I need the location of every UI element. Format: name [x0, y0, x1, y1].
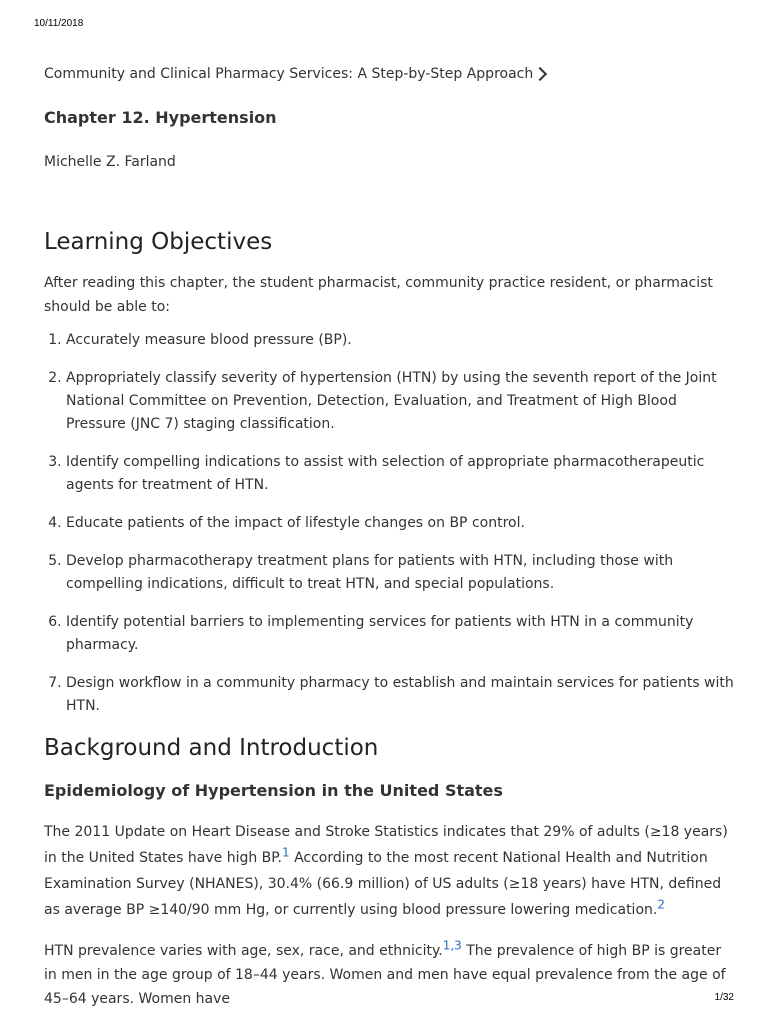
- list-item: 3. Identify compelling indications to assist with selection of appropriate pharmacotherapeutic agents for treatment of HTN.: [66, 451, 734, 497]
- list-item: 4. Educate patients of the impact of lifestyle changes on BP control.: [66, 512, 734, 535]
- paragraph-text: The prevalence of high BP is greater in men in the age group of 18–44 years. Women and men have equal prevalence from the age of 45–64 years. Women have: [44, 943, 726, 1007]
- reference-link-1-3[interactable]: 1,3: [442, 938, 462, 953]
- author-name: Michelle Z. Farland: [44, 154, 176, 170]
- list-item: 2. Appropriately classify severity of hypertension (HTN) by using the seventh report of the Joint National Committee on Prevention, Detection, Evaluation, and Treatment of High Blood Pressure (JNC 7) staging classification.: [66, 367, 734, 436]
- epidemiology-subheading: Epidemiology of Hypertension in the United States: [44, 781, 503, 800]
- document-content: [44, 62, 734, 1011]
- list-item: 6. Identify potential barriers to implementing services for patients with HTN in a community pharmacy.: [66, 611, 734, 657]
- paragraph-text: According to the most recent National Health and Nutrition Examination Survey (NHANES), 30.4% (66.9 million) of US adults (≥18 years) have HTN, defined as average BP ≥140/90 mm Hg, or currently using blood pressure lowering medication.: [44, 850, 722, 918]
- chapter-title: Chapter 12. Hypertension: [44, 108, 277, 127]
- reference-link-2[interactable]: 2: [657, 897, 665, 912]
- list-item: 5. Develop pharmacotherapy treatment plans for patients with HTN, including those with compelling indications, difficult to treat HTN, and special populations.: [66, 550, 734, 596]
- page-number: 1/32: [714, 992, 734, 1003]
- list-item: 1. Accurately measure blood pressure (BP).: [66, 329, 734, 352]
- learning-objectives-list: [44, 329, 734, 718]
- book-title: Community and Clinical Pharmacy Services: A Step-by-Step Approach: [44, 66, 534, 82]
- paragraph-text: HTN prevalence varies with age, sex, race, and ethnicity.: [44, 943, 443, 959]
- background-heading: Background and Introduction: [44, 735, 379, 761]
- list-item: 7. Design workflow in a community pharmacy to establish and maintain services for patients with HTN.: [66, 672, 734, 718]
- epidemiology-paragraph-1: [44, 819, 734, 923]
- print-date: 10/11/2018: [34, 18, 84, 29]
- learning-objectives-intro: After reading this chapter, the student pharmacist, community practice resident, or pharmacist should be able to:: [44, 275, 713, 315]
- book-title-link[interactable]: [44, 62, 734, 86]
- chevron-right-icon: [533, 66, 547, 80]
- epidemiology-paragraph-2: [44, 939, 734, 1011]
- reference-link-1[interactable]: 1: [281, 845, 290, 860]
- paragraph-text: The 2011 Update on Heart Disease and Stroke Statistics indicates that 29% of adults (≥18 years) in the United States have high BP.: [44, 824, 728, 866]
- learning-objectives-heading: Learning Objectives: [44, 229, 273, 255]
